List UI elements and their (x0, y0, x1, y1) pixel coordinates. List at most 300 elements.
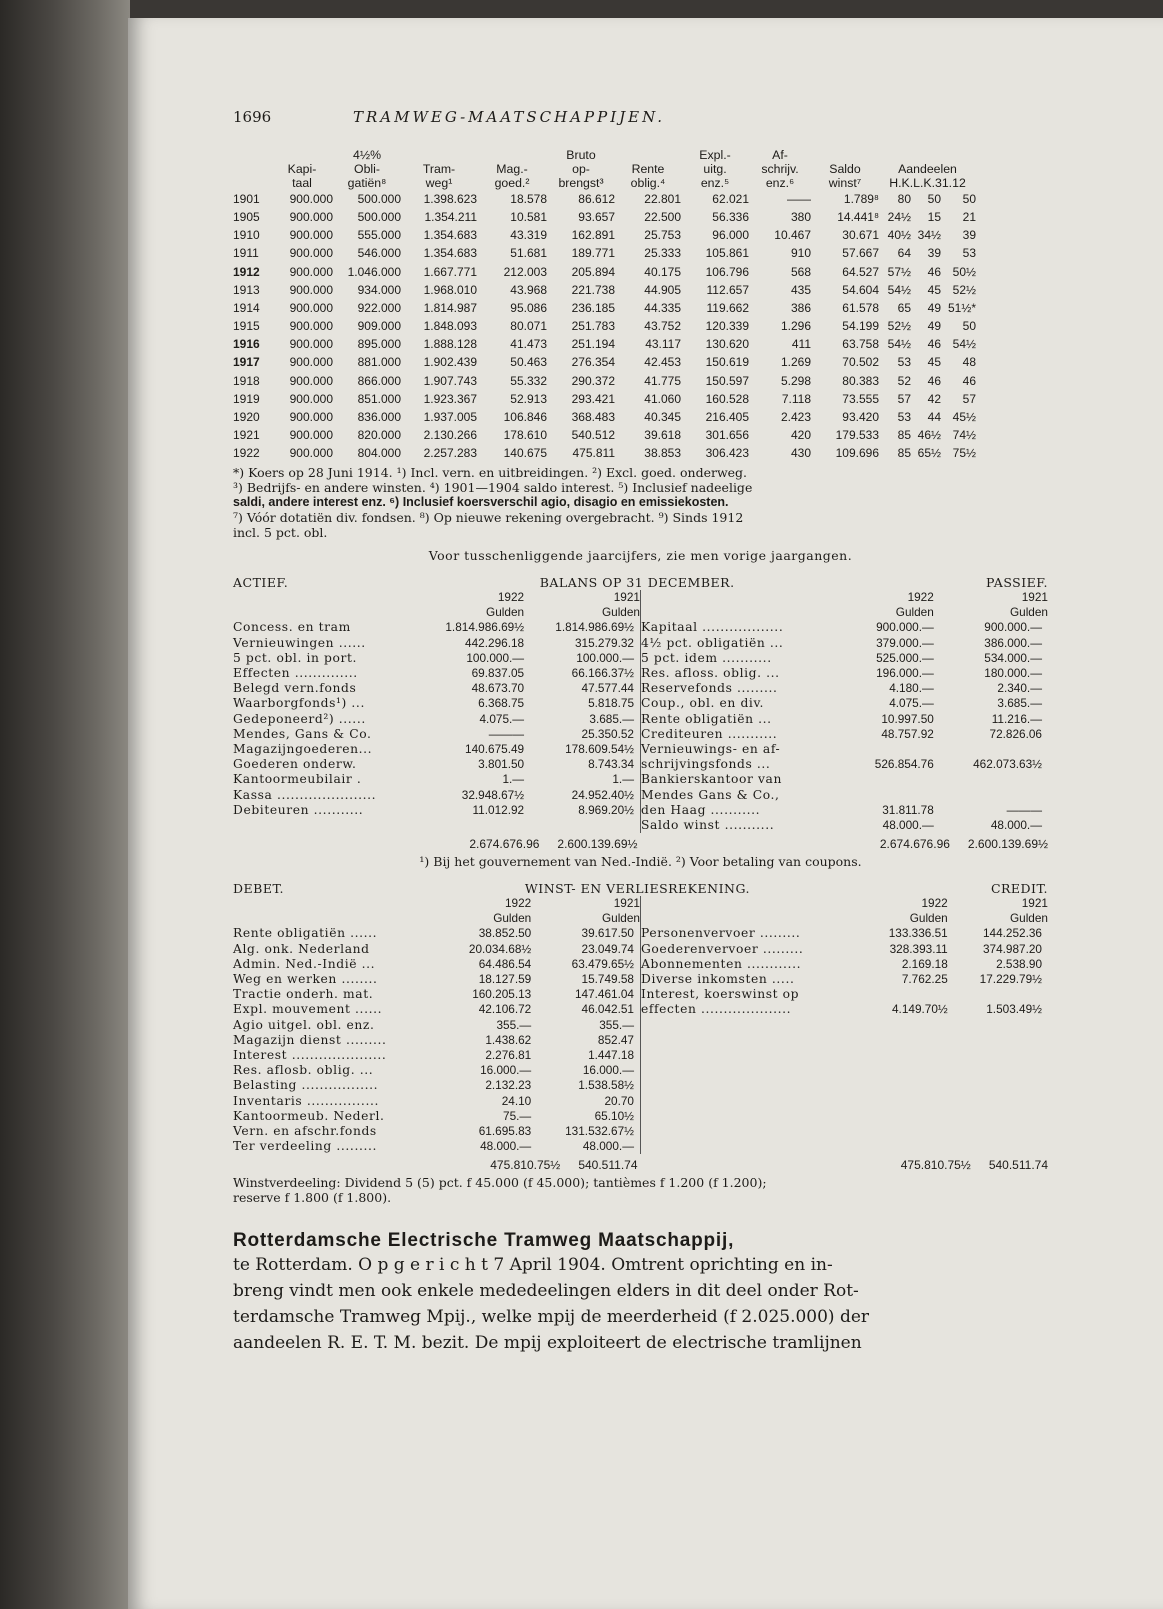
value-cell: 80.071 (510, 319, 547, 334)
table-row (233, 1124, 640, 1139)
value-cell: 251.783 (571, 319, 615, 334)
value-cell: 1.937.005 (423, 410, 477, 425)
value-cell: 49 (927, 300, 941, 315)
row-label: Goederenvervoer ......... (641, 941, 804, 956)
row-label: Debiteuren ........... (233, 802, 364, 817)
row-label: Reservefonds ......... (641, 681, 778, 696)
value-cell: 1.667.771 (423, 264, 477, 279)
value-cell: 900.000 (289, 300, 333, 315)
credit-table (641, 896, 1048, 1018)
table-row (641, 757, 1048, 772)
value-cell: 374.987.20 (982, 941, 1042, 956)
footnote-line: saldi, andere interest enz. ⁶) Inclusief koersverschil agio, disagio en emissiekosten. (233, 495, 729, 509)
value-cell: 85 (897, 428, 911, 443)
table-row (233, 1109, 640, 1124)
value-cell: 6.368.75 (478, 696, 525, 711)
table-row (233, 336, 976, 354)
value-cell: 25.350.52 (581, 726, 634, 741)
row-label: den Haag ........... (641, 802, 761, 817)
value-cell: 1.538.58½ (578, 1078, 634, 1093)
value-cell: 52½ (952, 282, 976, 297)
year-cell: 1916 (233, 337, 260, 352)
value-cell: 900.000 (289, 446, 333, 461)
table-row (641, 1002, 1048, 1017)
value-cell: 54½ (887, 282, 911, 297)
table-row (233, 972, 640, 987)
table-row (233, 299, 976, 317)
value-cell: 251.194 (571, 337, 615, 352)
col-header-top (811, 144, 879, 162)
value-cell: 1.503.49½ (986, 1002, 1042, 1017)
value-cell: 17.229.79½ (979, 972, 1042, 987)
value-cell: 85 (897, 446, 911, 461)
row-label: Diverse inkomsten ..... (641, 972, 795, 987)
value-cell: 54½ (887, 337, 911, 352)
col-header: Obli- gatiën⁸ (347, 162, 387, 191)
unit-b: Gulden (1009, 911, 1048, 926)
row-label: effecten .................... (641, 1002, 792, 1017)
value-cell: 95.086 (510, 300, 547, 315)
value-cell: 881.000 (357, 355, 401, 370)
value-cell: 100.000.— (576, 650, 634, 665)
row-label: Alg. onk. Nederland (233, 941, 370, 956)
value-cell: 51½* (947, 300, 976, 315)
year-a: 1922 (921, 896, 948, 911)
year-cell: 1918 (233, 373, 260, 388)
table-row (233, 757, 640, 772)
blank-cell (233, 605, 416, 620)
col-header-top: Bruto (566, 148, 596, 163)
table-row (641, 803, 1048, 818)
row-label: Goederen onderw. (233, 757, 357, 772)
value-cell: 1.296 (780, 319, 811, 334)
value-cell: 130.620 (705, 337, 749, 352)
value-cell: 2.132.23 (485, 1078, 532, 1093)
profit-loss-account (233, 896, 1048, 1154)
year-b: 1921 (1021, 590, 1048, 605)
value-cell: 866.000 (357, 373, 401, 388)
value-cell: 106.846 (503, 410, 547, 425)
page-number: 1696 (233, 108, 272, 126)
value-cell: 50 (962, 191, 976, 206)
unit-a: Gulden (909, 911, 948, 926)
year-a: 1922 (497, 590, 525, 605)
value-cell: 131.532.67½ (565, 1123, 634, 1138)
value-cell: 40.345 (644, 410, 681, 425)
table-row (641, 696, 1048, 711)
value-cell: 44.335 (644, 300, 681, 315)
value-cell: 2.276.81 (485, 1047, 532, 1062)
value-cell: 1.848.093 (423, 319, 477, 334)
value-cell: 109.696 (835, 446, 879, 461)
value-cell: 189.771 (571, 246, 615, 261)
col-header-top (401, 144, 477, 162)
pl-total-b-right: 540.511.74 (988, 1158, 1048, 1173)
value-cell: 80 (897, 191, 911, 206)
value-cell: 3.685.— (589, 711, 634, 726)
value-cell: 8.743.34 (588, 757, 634, 772)
value-cell: 15 (927, 209, 941, 224)
value-cell: 38.852.50 (478, 926, 532, 941)
row-label: Saldo winst ........... (641, 817, 775, 832)
year-header-cell (233, 162, 271, 190)
table-row (233, 318, 976, 336)
value-cell: 32.948.67½ (461, 787, 525, 802)
blank-cell (641, 896, 860, 911)
value-cell: 54.199 (842, 319, 879, 334)
value-cell: 328.393.11 (889, 941, 948, 956)
blank-cell (641, 911, 860, 926)
value-cell (842, 742, 934, 757)
main-statistics-table (233, 144, 976, 463)
unit-row (233, 605, 640, 620)
value-cell: 48.000.— (990, 817, 1042, 832)
unit-a: Gulden (895, 605, 934, 620)
value-cell: 546.000 (357, 246, 401, 261)
value-cell: 48.673.70 (471, 681, 525, 696)
col-header-top (879, 144, 976, 162)
col-header: schrijv. enz.⁶ (761, 162, 799, 191)
value-cell: 22.801 (644, 191, 681, 206)
main-footnotes (233, 465, 1048, 540)
table-row (233, 942, 640, 957)
value-cell: 1.046.000 (347, 264, 401, 279)
value-cell: 45 (927, 282, 941, 297)
row-label: Inventaris ................ (233, 1093, 379, 1108)
value-cell: 93.420 (842, 410, 879, 425)
value-cell: 1.923.367 (423, 391, 477, 406)
value-cell: 315.279.32 (574, 635, 634, 650)
value-cell: 30.671 (842, 228, 879, 243)
value-cell: 54½ (952, 337, 976, 352)
value-cell: 140.675.49 (465, 741, 525, 756)
value-cell: 900.000.— (984, 620, 1042, 635)
value-cell (934, 772, 1048, 787)
value-cell: 900.000 (289, 319, 333, 334)
pl-total-a-right: 475.810.75½ (900, 1158, 971, 1173)
value-cell: 18.578 (510, 191, 547, 206)
row-label: Weg en werken ........ (233, 972, 378, 987)
row-label: Kantoormeub. Nederl. (233, 1108, 385, 1123)
balance-heading (233, 575, 1048, 590)
pl-heading (233, 881, 1048, 896)
value-cell: 53 (897, 355, 911, 370)
value-cell: 368.483 (571, 410, 615, 425)
value-cell: 41.060 (644, 391, 681, 406)
value-cell: 568 (790, 264, 811, 279)
value-cell: 900.000 (289, 228, 333, 243)
unit-b: Gulden (1009, 605, 1048, 620)
table-row (641, 712, 1048, 727)
year-cell: 1917 (233, 355, 260, 370)
value-cell: 2.423 (780, 410, 811, 425)
company-description (233, 1252, 1048, 1356)
row-label: Bankierskantoor van (641, 772, 782, 787)
value-cell: 900.000 (289, 246, 333, 261)
year-cell: 1905 (233, 209, 260, 224)
value-cell: 24½ (887, 209, 911, 224)
value-cell: 10.997.50 (881, 711, 934, 726)
year-row (641, 590, 1048, 605)
table-row (233, 245, 976, 263)
value-cell: 48.000.— (480, 1139, 532, 1154)
value-cell (934, 787, 1048, 802)
pl-total-b-left: 540.511.74 (578, 1158, 638, 1173)
row-label: Personenvervoer ......... (641, 926, 801, 941)
row-label: Ter verdeeling ......... (233, 1139, 377, 1154)
table-row (233, 1018, 640, 1033)
value-cell: 475.811 (572, 446, 615, 461)
value-cell: 900.000 (289, 337, 333, 352)
paragraph-line: aandeelen R. E. T. M. bezit. De mpij exploiteert de electrische tramlijnen (233, 1333, 862, 1354)
value-cell: 900.000 (289, 282, 333, 297)
table-row (233, 696, 640, 711)
value-cell: 44 (927, 410, 941, 425)
value-cell: 900.000 (289, 410, 333, 425)
value-cell: 70.502 (842, 355, 879, 370)
year-b: 1921 (613, 896, 640, 911)
unit-row (641, 911, 1048, 926)
value-cell: 120.339 (705, 319, 749, 334)
distribution-line: Winstverdeeling: Dividend 5 (5) pct. f 45.000 (f 45.000); tantièmes f 1.200 (f 1.200); (233, 1175, 767, 1191)
year-row (233, 896, 640, 911)
table-row (233, 651, 640, 666)
value-cell: 1.438.62 (485, 1032, 532, 1047)
value-cell (842, 772, 934, 787)
main-table-body (233, 190, 976, 463)
blank-cell (233, 590, 416, 605)
unit-row (641, 605, 1048, 620)
row-label: Vern. en afschr.fonds (233, 1123, 377, 1138)
col-header: Kapi- taal (287, 162, 317, 191)
value-cell: 500.000 (357, 209, 401, 224)
row-label: Admin. Ned.-Indië ... (233, 956, 376, 971)
footnote-line: ⁷) Vóór dotatiën div. fondsen. ⁸) Op nieuwe rekening overgebracht. ⁹) Sinds 1912 (233, 510, 744, 525)
table-row (233, 390, 976, 408)
year-cell: 1911 (233, 246, 259, 261)
value-cell: 4.075.— (889, 696, 934, 711)
year-cell: 1922 (233, 446, 260, 461)
value-cell: 25.333 (644, 246, 681, 261)
value-cell: 45½ (952, 410, 976, 425)
value-cell: 63.479.65½ (571, 956, 634, 971)
row-label: Interest, koerswinst op (641, 987, 800, 1002)
table-row (233, 742, 640, 757)
value-cell: 2.538.90 (996, 956, 1042, 971)
value-cell: 48.000.— (882, 817, 934, 832)
balance-total-a-right: 2.674.676.96 (879, 837, 950, 851)
table-row (233, 666, 640, 681)
value-cell: 196.000.— (876, 666, 934, 681)
table-row (233, 408, 976, 426)
value-cell: 10.467 (774, 228, 811, 243)
value-cell: 74½ (952, 428, 976, 443)
main-table-header (233, 144, 976, 190)
liabilities-table (641, 590, 1048, 833)
year-row (233, 590, 640, 605)
value-cell: 20.034.68½ (468, 941, 532, 956)
col-header: Rente oblig.⁴ (630, 162, 666, 191)
row-label: Tractie onderh. mat. (233, 987, 374, 1002)
value-cell: 44.905 (644, 282, 681, 297)
table-row (233, 227, 976, 245)
balance-total-a-left: 2.674.676.96 (469, 837, 540, 851)
value-cell: 380 (790, 209, 811, 224)
value-cell: 53 (897, 410, 911, 425)
table-row (233, 803, 640, 818)
value-cell: 112.657 (706, 282, 749, 297)
value-cell: 43.968 (510, 282, 547, 297)
running-header (233, 110, 1048, 144)
value-cell: 2.169.18 (901, 956, 948, 971)
value-cell: 64.527 (842, 264, 879, 279)
value-cell: 54.604 (842, 282, 879, 297)
value-cell: 3.801.50 (478, 757, 525, 772)
value-cell: 922.000 (357, 300, 401, 315)
value-cell: 900.000 (289, 191, 333, 206)
year-b: 1921 (613, 590, 640, 605)
balance-footnote: ¹) Bij het gouvernement van Ned.-Indië. ²) Voor betaling van coupons. (419, 854, 862, 869)
value-cell: 40.175 (644, 264, 681, 279)
value-cell: 46 (927, 373, 941, 388)
value-cell: 21 (962, 209, 976, 224)
value-cell: 301.656 (705, 428, 749, 443)
value-cell: 355.— (599, 1017, 634, 1032)
value-cell: 105.861 (705, 246, 749, 261)
value-cell: 57 (897, 391, 911, 406)
row-label: Rente obligatiën ... (641, 711, 772, 726)
book-page (128, 18, 1163, 1609)
table-row (233, 1139, 640, 1154)
year-cell: 1901 (233, 191, 260, 206)
value-cell: 42.106.72 (478, 1002, 532, 1017)
table-row (233, 354, 976, 372)
value-cell: 56.336 (712, 209, 749, 224)
year-a: 1922 (504, 896, 532, 911)
value-cell: 179.533 (835, 428, 879, 443)
value-cell: 43.117 (645, 337, 681, 352)
page-content (233, 110, 1048, 1356)
row-label: Abonnementen ............ (641, 956, 802, 971)
value-cell: 900.000.— (876, 620, 934, 635)
value-cell: 435 (790, 282, 811, 297)
year-cell: 1920 (233, 410, 260, 425)
profit-distribution (233, 1175, 1048, 1205)
value-cell: 23.049.74 (581, 941, 634, 956)
value-cell: 38.853 (644, 446, 681, 461)
value-cell: 900.000 (289, 428, 333, 443)
paragraph-line: te Rotterdam. O p g e r i c h t 7 April 1904. Omtrent oprichting en in- (233, 1255, 833, 1276)
value-cell: 61.578 (842, 300, 879, 315)
table-row (641, 818, 1048, 833)
table-row (233, 281, 976, 299)
value-cell: 1.968.010 (423, 282, 477, 297)
value-cell: 47.577.44 (581, 681, 634, 696)
value-cell: 106.796 (705, 264, 749, 279)
value-cell: 386.000.— (984, 635, 1042, 650)
value-cell: 43.752 (644, 319, 681, 334)
row-label: Kapitaal .................. (641, 620, 784, 635)
value-cell: 86.612 (578, 191, 615, 206)
row-label: Vernieuwingen ...... (233, 635, 366, 650)
value-cell: 910 (790, 246, 811, 261)
value-cell: 1.902.439 (423, 355, 477, 370)
value-cell: 276.354 (571, 355, 615, 370)
year-cell: 1921 (233, 428, 260, 443)
value-cell: 48.000.— (582, 1139, 634, 1154)
table-row (641, 972, 1048, 987)
col-header: Mag.- goed.² (494, 162, 530, 191)
value-cell: 39.618 (644, 428, 681, 443)
value-cell: 34½ (917, 228, 941, 243)
blank-cell (233, 911, 439, 926)
value-cell: 52 (897, 373, 911, 388)
value-cell: 57½ (887, 264, 911, 279)
value-cell: 306.423 (705, 446, 749, 461)
row-label: Mendes Gans & Co., (641, 787, 780, 802)
table-row (233, 372, 976, 390)
unit-a: Gulden (486, 605, 525, 620)
pl-left-title: DEBET. (233, 881, 284, 896)
value-cell: 836.000 (357, 410, 401, 425)
value-cell: 63.758 (842, 337, 879, 352)
value-cell: 500.000 (357, 191, 401, 206)
value-cell: 162.891 (571, 228, 615, 243)
year-a: 1922 (907, 590, 934, 605)
value-cell: 46½ (917, 428, 941, 443)
value-cell: 50 (962, 319, 976, 334)
col-header: Aandeelen H.K.L.K.31.12 (889, 162, 966, 191)
value-cell: 1.398.623 (423, 191, 477, 206)
value-cell: 42.453 (644, 355, 681, 370)
row-label: Crediteuren ........... (641, 726, 778, 741)
value-cell: 46 (927, 264, 941, 279)
value-cell: 1.814.986.69½ (445, 620, 525, 635)
value-cell: 140.675 (503, 446, 547, 461)
table-row (233, 787, 640, 802)
value-cell: 51.681 (510, 246, 547, 261)
value-cell: 900.000 (289, 373, 333, 388)
table-row (233, 957, 640, 972)
value-cell: 1.354.211 (424, 209, 477, 224)
value-cell: 52.913 (510, 391, 547, 406)
value-cell: 442.296.18 (465, 635, 525, 650)
pl-total-a-left: 475.810.75½ (490, 1158, 561, 1173)
value-cell: 50 (927, 191, 941, 206)
value-cell: 64.486.54 (478, 956, 532, 971)
blank-cell (641, 605, 842, 620)
value-cell: 100.000.— (466, 650, 525, 665)
value-cell: 57 (962, 391, 976, 406)
value-cell: 52½ (887, 319, 911, 334)
row-label: Kassa ...................... (233, 787, 377, 802)
table-row (233, 727, 640, 742)
paragraph-line: breng vindt men ook enkele mededeelingen elders in dit deel onder Rot- (233, 1281, 859, 1302)
table-row (233, 1093, 640, 1108)
value-cell: 53 (962, 246, 976, 261)
row-label: 5 pct. idem ........... (641, 650, 772, 665)
row-label: Mendes, Gans & Co. (233, 726, 372, 741)
value-cell: 2.130.266 (423, 428, 477, 443)
value-cell: 900.000 (289, 264, 333, 279)
unit-b: Gulden (601, 911, 640, 926)
balance-center-title: BALANS OP 31 DECEMBER. (539, 575, 735, 590)
col-header-top (615, 144, 681, 162)
value-cell: 820.000 (357, 428, 401, 443)
table-row (233, 190, 976, 208)
table-row (233, 987, 640, 1002)
value-cell: 8.969.20½ (578, 802, 634, 817)
